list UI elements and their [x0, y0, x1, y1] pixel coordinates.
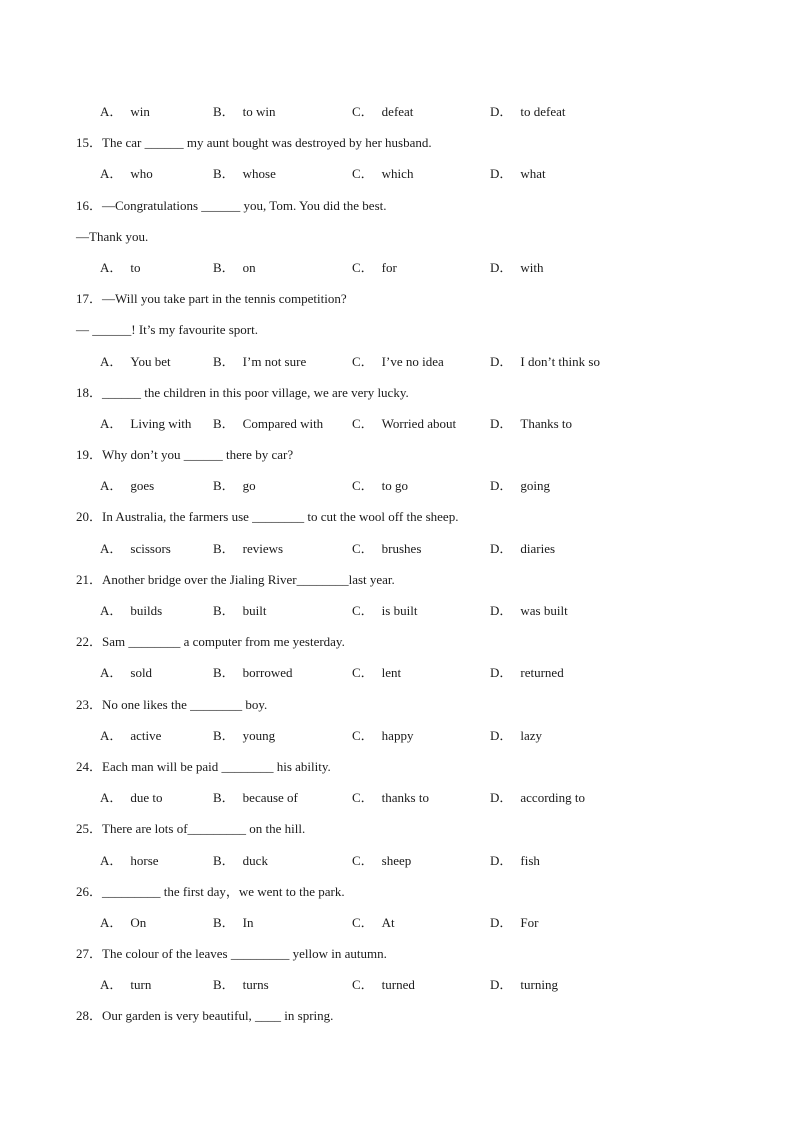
answer-option — [100, 852, 159, 870]
answer-option — [213, 165, 276, 183]
option-letter: D． — [490, 104, 513, 119]
option-letter: B． — [213, 104, 235, 119]
answer-options — [0, 103, 794, 134]
answer-option — [490, 727, 542, 745]
option-text: I’ve no idea — [381, 353, 444, 369]
option-letter: D． — [490, 415, 513, 431]
option-letter: C． — [352, 415, 374, 431]
option-letter: C． — [352, 977, 374, 993]
option-letter: B． — [213, 727, 235, 743]
option-text: with — [520, 259, 544, 275]
option-text: duck — [242, 852, 268, 868]
answer-option — [490, 353, 600, 371]
option-letter: B． — [213, 603, 235, 618]
question-stem: 24．Each man will be paid ________ his ability. — [76, 758, 331, 774]
option-letter: D． — [490, 259, 513, 275]
option-text: due to — [130, 790, 163, 806]
option-text: go — [242, 478, 256, 494]
option-letter: C． — [352, 852, 374, 868]
question-list — [0, 103, 794, 1039]
answer-option — [352, 664, 401, 682]
answer-option — [352, 540, 421, 558]
option-text: active — [130, 727, 162, 743]
option-letter: D． — [490, 914, 513, 930]
question-stem: 28．Our garden is very beautiful, ____ in spring. — [76, 1008, 334, 1024]
option-text: Compared with — [242, 415, 324, 431]
option-text: brushes — [381, 540, 422, 556]
answer-options — [0, 477, 794, 508]
option-letter: D． — [490, 727, 513, 743]
question-stem: 25．There are lots of_________ on the hill. — [76, 821, 306, 837]
option-text: At — [381, 914, 395, 930]
option-letter: B． — [213, 790, 235, 806]
answer-option — [352, 103, 413, 121]
answer-options — [0, 852, 794, 883]
option-text: who — [130, 166, 153, 182]
option-letter: D． — [490, 665, 513, 681]
option-text: to go — [381, 478, 409, 494]
option-letter: C． — [352, 603, 374, 618]
option-letter: B． — [213, 852, 235, 868]
dialogue-reply: —Thank you. — [76, 228, 149, 244]
answer-option — [213, 103, 276, 121]
option-text: to — [130, 259, 141, 275]
option-letter: C． — [352, 727, 374, 743]
answer-option — [213, 852, 268, 870]
option-text: scissors — [130, 540, 171, 556]
answer-option — [213, 415, 323, 433]
option-letter: D． — [490, 603, 513, 618]
option-letter: B． — [213, 166, 235, 182]
answer-option — [100, 664, 152, 682]
answer-option — [352, 415, 456, 433]
option-letter: C． — [352, 353, 374, 369]
answer-option — [100, 477, 154, 495]
option-letter: B． — [213, 259, 235, 275]
option-text: was built — [520, 603, 568, 618]
option-letter: A． — [100, 259, 123, 275]
answer-option — [213, 259, 256, 277]
option-text: whose — [242, 166, 276, 182]
answer-option — [490, 259, 544, 277]
answer-options — [0, 914, 794, 945]
option-letter: C． — [352, 166, 374, 182]
answer-option — [100, 415, 191, 433]
answer-option — [213, 976, 269, 994]
option-letter: B． — [213, 977, 235, 993]
option-text: returned — [520, 665, 564, 681]
option-text: lent — [381, 665, 402, 681]
question-stem: 23．No one likes the ________ boy. — [76, 696, 268, 712]
answer-options — [0, 259, 794, 290]
answer-option — [213, 664, 293, 682]
answer-option — [100, 976, 151, 994]
answer-option — [213, 477, 256, 495]
answer-option — [490, 976, 558, 994]
answer-option — [490, 165, 546, 183]
option-text: goes — [130, 478, 155, 494]
answer-option — [100, 789, 163, 807]
option-letter: A． — [100, 727, 123, 743]
option-text: sheep — [381, 852, 412, 868]
option-text: to defeat — [520, 104, 566, 119]
option-text: lazy — [520, 727, 543, 743]
answer-options — [0, 165, 794, 196]
option-letter: A． — [100, 166, 123, 182]
answer-option — [490, 602, 568, 620]
answer-option — [213, 914, 254, 932]
option-text: win — [130, 104, 150, 119]
answer-option — [100, 103, 150, 121]
answer-option — [490, 664, 564, 682]
option-letter: A． — [100, 540, 123, 556]
answer-option — [352, 353, 444, 371]
option-letter: C． — [352, 104, 374, 119]
answer-options — [0, 976, 794, 1007]
option-letter: D． — [490, 977, 513, 993]
answer-option — [352, 976, 415, 994]
option-text: is built — [381, 603, 418, 618]
option-text: I don’t think so — [520, 353, 600, 369]
answer-option — [213, 727, 275, 745]
option-text: turning — [520, 977, 558, 993]
answer-option — [352, 852, 411, 870]
question-stem: 21．Another bridge over the Jialing River________last year. — [76, 571, 395, 587]
option-letter: A． — [100, 353, 123, 369]
dialogue-reply: — ______! It’s my favourite sport. — [76, 322, 258, 338]
answer-option — [352, 914, 395, 932]
option-text: what — [520, 166, 546, 182]
option-text: going — [520, 478, 551, 494]
answer-option — [490, 415, 572, 433]
option-text: happy — [381, 727, 414, 743]
option-text: diaries — [520, 540, 556, 556]
option-text: for — [381, 259, 397, 275]
option-letter: C． — [352, 790, 374, 806]
option-letter: B． — [213, 353, 235, 369]
answer-option — [490, 103, 566, 121]
question-stem: 16．—Congratulations ______ you, Tom. You did the best. — [76, 197, 387, 213]
answer-option — [100, 914, 146, 932]
answer-option — [100, 540, 171, 558]
option-text: reviews — [242, 540, 284, 556]
question-stem: 15．The car ______ my aunt bought was destroyed by her husband. — [76, 135, 432, 151]
option-letter: A． — [100, 914, 123, 930]
option-text: turn — [130, 977, 152, 993]
answer-option — [352, 165, 413, 183]
option-text: which — [381, 166, 414, 182]
answer-option — [490, 914, 538, 932]
answer-options — [0, 602, 794, 633]
option-letter: B． — [213, 665, 235, 681]
option-letter: D． — [490, 540, 513, 556]
answer-options — [0, 353, 794, 384]
option-text: according to — [520, 790, 586, 806]
option-text: For — [520, 914, 539, 930]
question-stem: 26．_________ the first day，we went to the park. — [76, 883, 345, 899]
option-letter: C． — [352, 665, 374, 681]
option-text: turns — [242, 977, 269, 993]
option-letter: C． — [352, 540, 374, 556]
option-text: On — [130, 914, 147, 930]
answer-option — [100, 602, 162, 620]
option-letter: B． — [213, 478, 235, 494]
answer-option — [352, 727, 413, 745]
answer-option — [213, 602, 267, 620]
option-text: Living with — [130, 415, 192, 431]
option-letter: A． — [100, 665, 123, 681]
option-text: thanks to — [381, 790, 429, 806]
answer-option — [352, 789, 429, 807]
option-letter: D． — [490, 166, 513, 182]
option-letter: A． — [100, 415, 123, 431]
option-letter: A． — [100, 104, 123, 119]
answer-option — [352, 259, 397, 277]
option-text: sold — [130, 665, 153, 681]
option-text: Thanks to — [520, 415, 573, 431]
answer-options — [0, 789, 794, 820]
option-letter: A． — [100, 852, 123, 868]
option-text: You bet — [130, 353, 171, 369]
answer-option — [490, 477, 550, 495]
answer-option — [352, 477, 408, 495]
question-stem: 18．______ the children in this poor village, we are very lucky. — [76, 384, 409, 400]
option-letter: C． — [352, 478, 374, 494]
question-stem: 20．In Australia, the farmers use ________ to cut the wool off the sheep. — [76, 509, 459, 525]
option-text: turned — [381, 977, 415, 993]
option-letter: D． — [490, 852, 513, 868]
question-stem: 17．—Will you take part in the tennis competition? — [76, 291, 347, 307]
option-text: borrowed — [242, 665, 293, 681]
answer-options — [0, 664, 794, 695]
question-stem: 22．Sam ________ a computer from me yesterday. — [76, 634, 345, 650]
option-letter: A． — [100, 603, 123, 618]
option-letter: A． — [100, 478, 123, 494]
answer-option — [100, 353, 171, 371]
option-text: builds — [130, 603, 163, 618]
option-letter: D． — [490, 478, 513, 494]
option-letter: D． — [490, 353, 513, 369]
answer-option — [100, 259, 141, 277]
answer-option — [490, 540, 555, 558]
answer-option — [100, 165, 153, 183]
answer-option — [213, 789, 298, 807]
question-stem: 19．Why don’t you ______ there by car? — [76, 447, 294, 463]
answer-option — [213, 353, 306, 371]
answer-option — [213, 540, 283, 558]
option-text: Worried about — [381, 415, 457, 431]
option-text: defeat — [381, 104, 414, 119]
option-letter: B． — [213, 415, 235, 431]
option-letter: A． — [100, 977, 123, 993]
option-letter: C． — [352, 914, 374, 930]
option-letter: B． — [213, 540, 235, 556]
option-text: horse — [130, 852, 159, 868]
option-text: In — [242, 914, 254, 930]
option-letter: A． — [100, 790, 123, 806]
option-letter: D． — [490, 790, 513, 806]
option-text: I’m not sure — [242, 353, 307, 369]
option-text: because of — [242, 790, 298, 806]
option-text: fish — [520, 852, 540, 868]
option-letter: C． — [352, 259, 374, 275]
option-text: built — [242, 603, 267, 618]
answer-option — [490, 852, 540, 870]
answer-options — [0, 540, 794, 571]
answer-options — [0, 727, 794, 758]
option-letter: B． — [213, 914, 235, 930]
answer-options — [0, 415, 794, 446]
option-text: young — [242, 727, 276, 743]
option-text: to win — [242, 104, 276, 119]
answer-option — [100, 727, 161, 745]
question-stem: 27．The colour of the leaves _________ yellow in autumn. — [76, 946, 387, 962]
answer-option — [352, 602, 417, 620]
option-text: on — [242, 259, 256, 275]
answer-option — [490, 789, 585, 807]
